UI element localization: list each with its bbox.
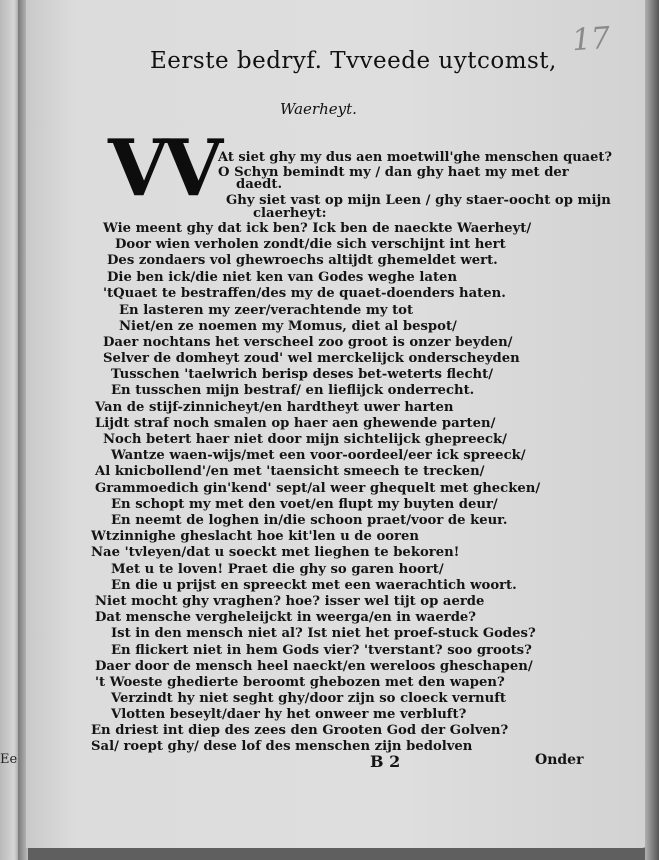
verse-line: Niet/en ze noemen my Momus, diet al bespot/ — [119, 319, 457, 334]
verse-line: Ghy siet vast op mijn Leen / ghy staer-oocht op mijn — [226, 193, 611, 208]
verse-line: Vlotten beseylt/daer hy het onweer me verbluft? — [111, 707, 467, 722]
catchword: Onder — [535, 752, 584, 768]
verse-line: En lasteren my zeer/verachtende my tot — [119, 303, 414, 318]
verse-line: daedt. — [236, 177, 283, 192]
verse-line: Wie meent ghy dat ick ben? Ick ben de naeckte Waerheyt/ — [103, 221, 532, 236]
verse-line: Dat mensche vergheleijckt in weerga/en in waerde? — [95, 610, 477, 625]
speaker-name: Waerheyt. — [280, 100, 357, 118]
folio-number: 17 — [570, 20, 612, 59]
left-page-edge-text: Ee — [0, 752, 18, 767]
verse-line: En schopt my met den voet/en flupt my buyten deur/ — [111, 497, 498, 512]
verse-line: 't Woeste ghedierte beroomt ghebozen met den wapen? — [95, 675, 505, 690]
drop-cap: VV — [108, 123, 218, 214]
verse-line: Verzindt hy niet seght ghy/door zijn so cloeck vernuft — [111, 691, 506, 706]
verse-line: Grammoedich gin'kend' sept/al weer ghequelt met ghecken/ — [95, 481, 541, 496]
running-head: Eerste bedryf. Tvveede uytcomst, — [150, 48, 557, 74]
verse-line: Met u te loven! Praet die ghy so garen hoort/ — [111, 562, 444, 577]
left-page-edge — [0, 0, 20, 860]
verse-line: En driest int diep des zees den Grooten God der Golven? — [91, 723, 509, 738]
verse-line: At siet ghy my dus aen moetwill'ghe menschen quaet? — [218, 150, 612, 165]
verse-line: Ist in den mensch niet al? Ist niet het proef-stuck Godes? — [111, 626, 536, 641]
verse-line: Van de stijf-zinnicheyt/en hardtheyt uwer harten — [95, 400, 454, 415]
verse-line: Niet mocht ghy vraghen? hoe? isser wel tijt op aerde — [95, 594, 485, 609]
verse-line: Selver de domheyt zoud' wel merckelijck onderscheyden — [103, 351, 520, 366]
verse-line: Sal/ roept ghy/ dese lof des menschen zijn bedolven — [91, 739, 473, 754]
verse-line: Tusschen 'taelwrich berisp deses bet-weterts flecht/ — [111, 367, 494, 382]
verse-line: En die u prijst en spreeckt met een waerachtich woort. — [111, 578, 517, 593]
signature-mark: B 2 — [370, 752, 401, 771]
verse-line: Al knicbollend'/en met 'taensicht smeech te trecken/ — [95, 464, 485, 479]
verse-line: En flickert niet in hem Gods vier? 'tverstant? soo groots? — [111, 643, 532, 658]
verse-line: Noch betert haer niet door mijn sichtelijck ghepreeck/ — [103, 432, 507, 447]
right-page-edge — [645, 0, 659, 860]
verse-line: Wtzinnighe gheslacht hoe kit'len u de ooren — [91, 529, 419, 544]
verse-line: Lijdt straf noch smalen op haer aen ghewende parten/ — [95, 416, 496, 431]
verse-line: Des zondaers vol ghewroechs altijdt ghemeldet wert. — [107, 253, 498, 268]
verse-line: claerheyt: — [253, 206, 327, 221]
verse-line: Die ben ick/die niet ken van Godes weghe laten — [107, 270, 458, 285]
verse-line: Nae 'tvleyen/dat u soeckt met lieghen te bekoren! — [91, 545, 460, 560]
verse-line: O Schyn bemindt my / dan ghy haet my met der — [218, 165, 569, 180]
verse-line: Daer nochtans het verscheel zoo groot is onzer beyden/ — [103, 335, 513, 350]
verse-line: 'tQuaet te bestraffen/des my de quaet-doenders haten. — [103, 286, 506, 301]
verse-line: En neemt de loghen in/die schoon praet/voor de keur. — [111, 513, 508, 528]
verse-line: En tusschen mijn bestraf/ en lieflijck onderrecht. — [111, 383, 475, 398]
verse-line: Wantze waen-wijs/met een voor-oordeel/eer ick spreeck/ — [111, 448, 526, 463]
verse-line: Daer door de mensch heel naeckt/en wereloos gheschapen/ — [95, 659, 533, 674]
verse-line: Door wien verholen zondt/die sich verschijnt int hert — [115, 237, 506, 252]
